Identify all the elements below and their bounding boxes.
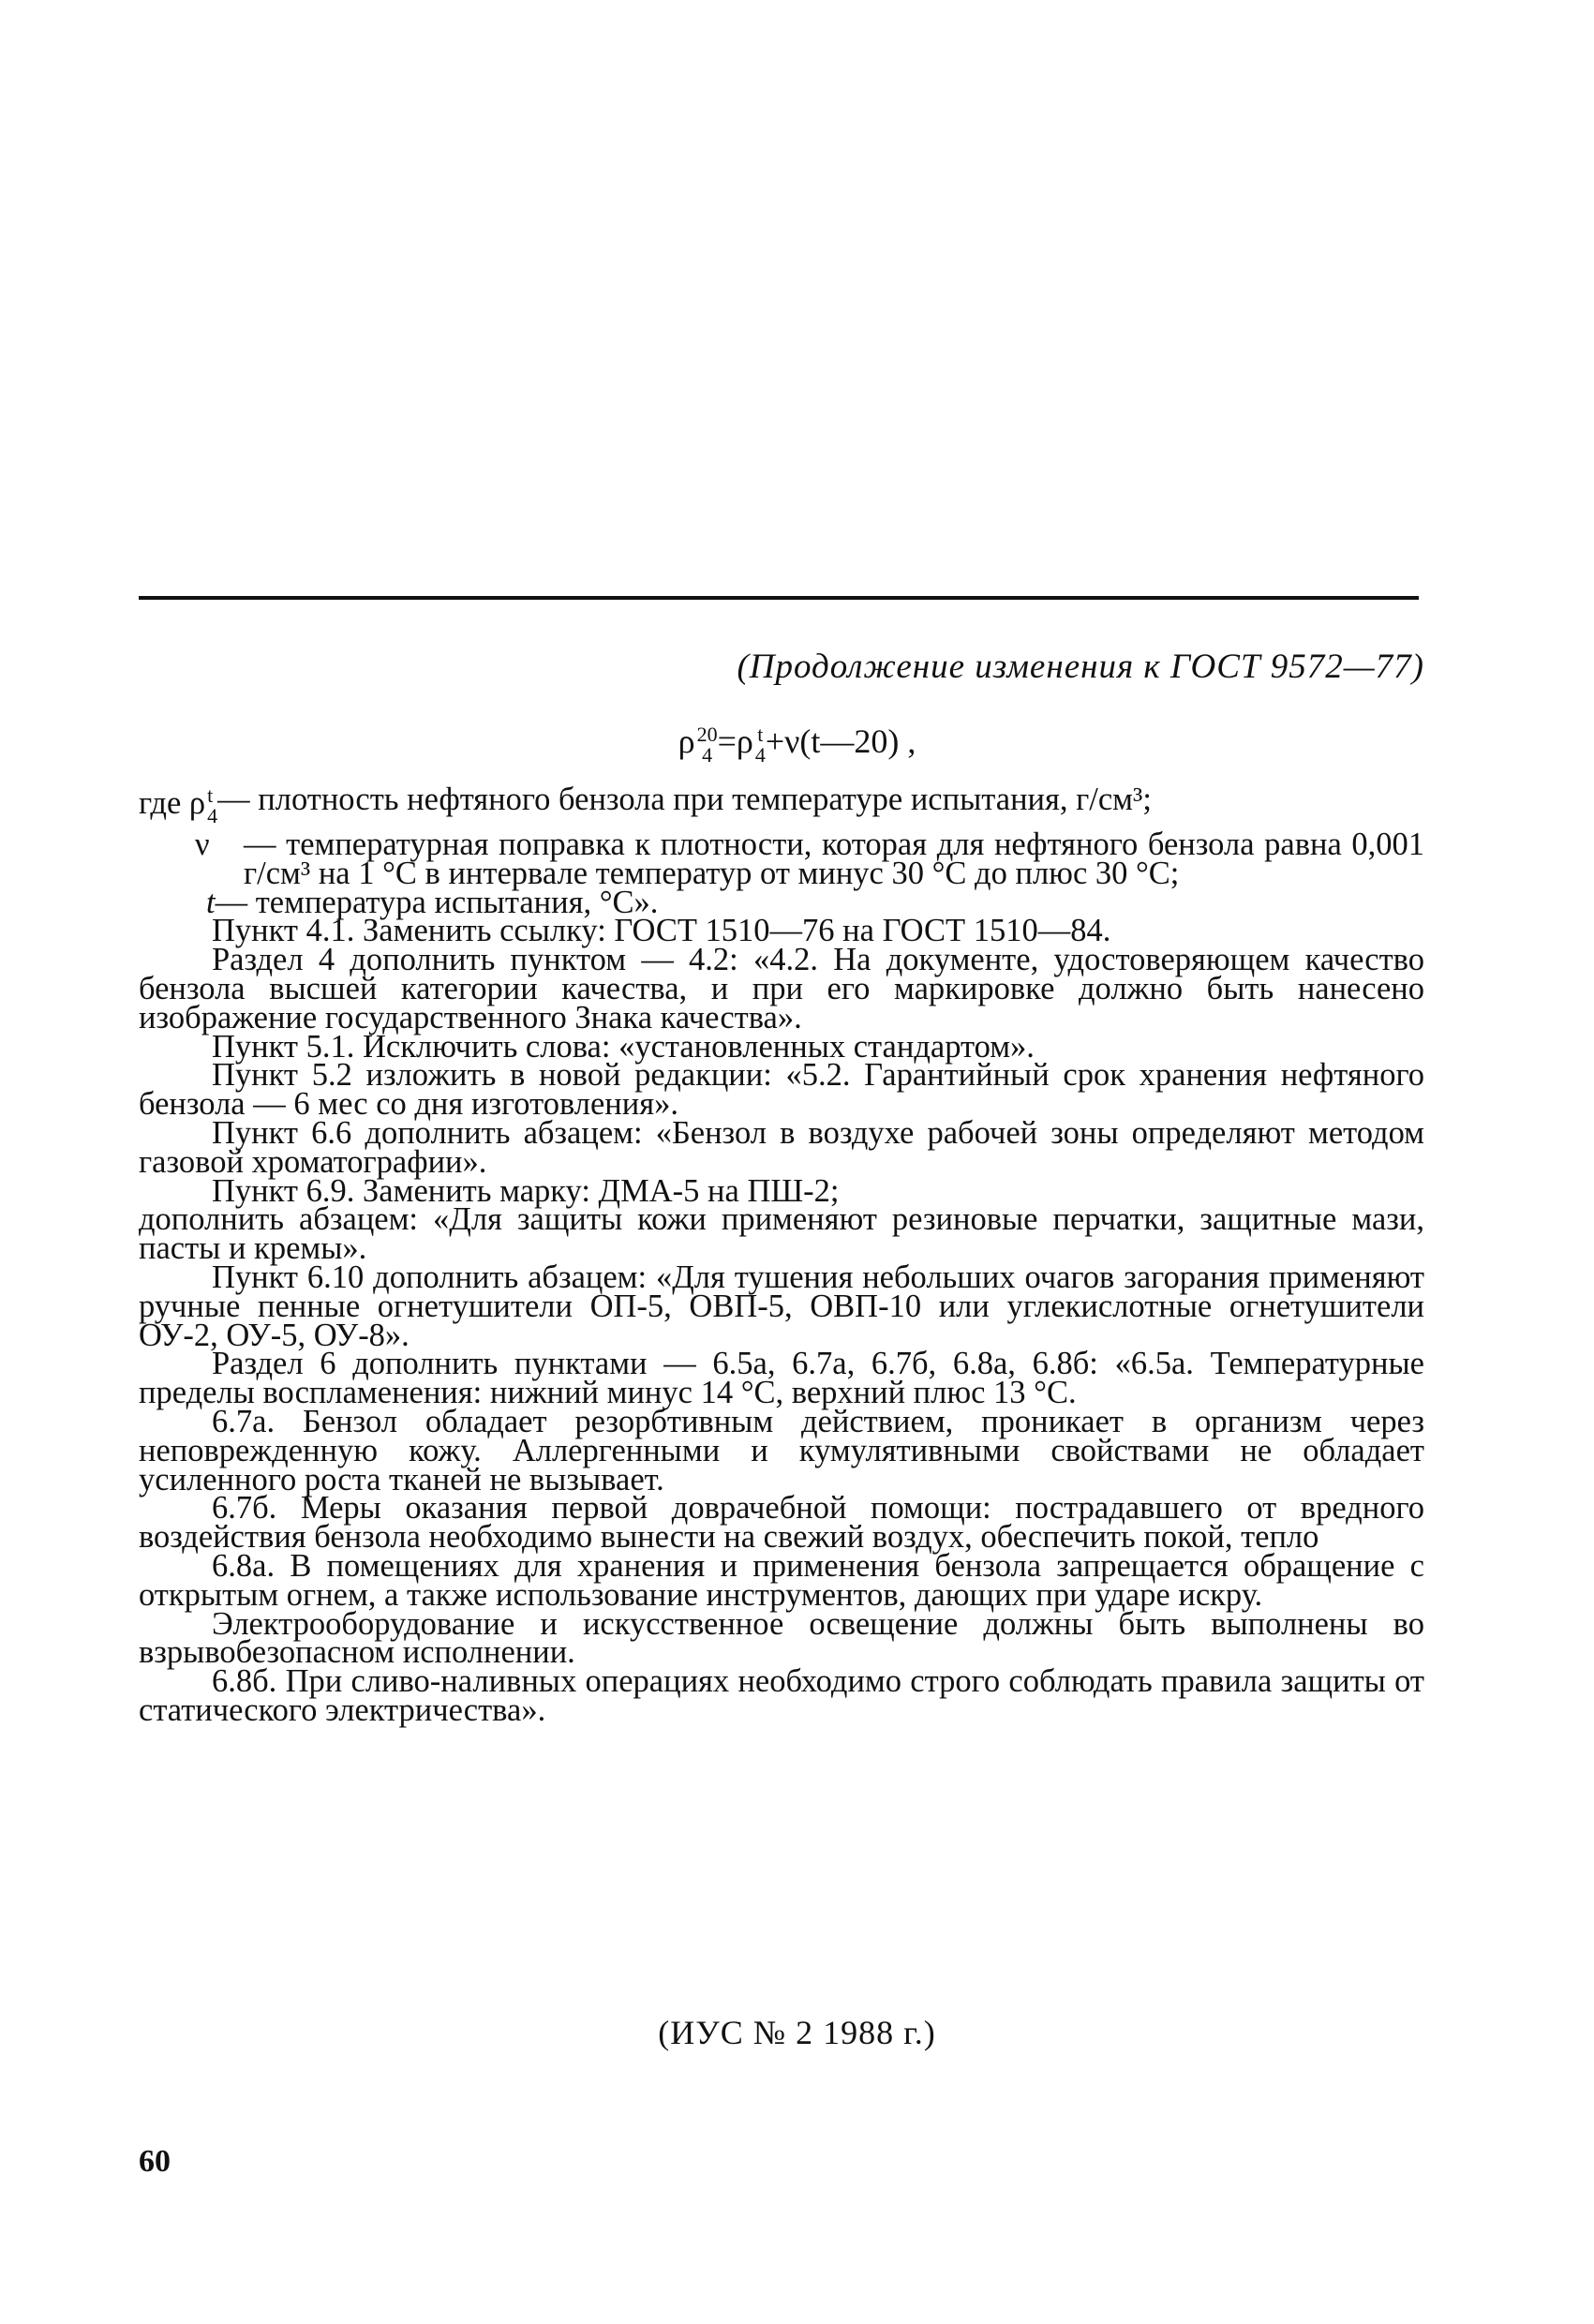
formula-rhs-sup: t: [757, 722, 764, 746]
definition-rho-sup: t: [207, 783, 214, 807]
continuation-header: (Продолжение изменения к ГОСТ 9572—77): [737, 648, 1424, 686]
paragraph: 6.7а. Бензол обладает резорбтивным действием, проникает в организм через неповрежденную кожу. Аллергенными и кумулятивными свойствами не обладает усиленного роста тканей не вызывает.: [139, 1403, 1424, 1497]
paragraph: Раздел 6 дополнить пунктами — 6.5а, 6.7а, 6.7б, 6.8а, 6.8б: «6.5а. Температурные пределы воспламенения: нижний минус 14 °С, верхний плюс 13 °С.: [139, 1346, 1424, 1411]
paragraph: Пункт 5.2 изложить в новой редакции: «5.2. Гарантийный срок хранения нефтяного бензола — 6 мес со дня изготовления».: [139, 1057, 1424, 1123]
formula-rhs-sub: 4: [754, 742, 766, 767]
document-body: [139, 782, 1424, 1728]
definition-nu: ν — температурная поправка к плотности, которая для нефтяного бензола равна 0,001 г/см³ на 1 °С в интервале температур от минус 30 °С до плюс 30 °С;: [195, 827, 1424, 891]
definition-t-symbol: t: [206, 884, 216, 920]
paragraph: 6.8б. При сливо-наливных операциях необходимо строго соблюдать правила защиты от статического электричества».: [139, 1663, 1424, 1728]
paragraph: Пункт 4.1. Заменить ссылку: ГОСТ 1510—76 на ГОСТ 1510—84.: [212, 913, 1111, 949]
paragraph: 6.8а. В помещениях для хранения и применения бензола запрещается обращение с открытым огнем, а также использование инструментов, дающих при ударе искру.: [139, 1547, 1424, 1613]
paragraph: Пункт 6.9. Заменить марку: ДМА-5 на ПШ-2;: [212, 1172, 840, 1209]
paragraph: 6.7б. Меры оказания первой доврачебной помощи: пострадавшего от вредного воздействия бензола необходимо вынести на свежий воздух, обеспечить покой, тепло: [139, 1490, 1424, 1556]
formula-lhs-sup: 20: [696, 722, 718, 746]
definition-rho-text: — плотность нефтяного бензола при температуре испытания, г/см³;: [217, 782, 1152, 817]
definition-rho-prefix: где ρ: [139, 784, 206, 821]
paragraph: Пункт 6.6 дополнить абзацем: «Бензол в воздухе рабочей зоны определяют методом газовой хроматографии».: [139, 1114, 1424, 1180]
density-formula: [0, 722, 1594, 766]
page-number: 60: [139, 2144, 171, 2179]
definition-rho-sub: 4: [207, 804, 218, 827]
definition-rho: [139, 782, 1424, 827]
formula-rhs-rho: ρ: [736, 723, 753, 760]
formula-eq: =: [717, 723, 737, 760]
formula-lhs-sub: 4: [702, 742, 713, 767]
paragraph: Раздел 4 дополнить пунктом — 4.2: «4.2. На документе, удостоверяющем качество бензола высшей категории качества, и при его маркировке должно быть нанесено изображение государственного Знака качества».: [139, 942, 1424, 1035]
formula-lhs-rho: ρ: [678, 723, 695, 760]
paragraph: дополнить абзацем: «Для защиты кожи применяют резиновые перчатки, защитные мази, пасты и кремы».: [139, 1201, 1424, 1267]
definition-t-text: — температура испытания, °С».: [215, 884, 659, 920]
paragraph: Пункт 5.1. Исключить слова: «установленных стандартом».: [212, 1028, 1035, 1065]
top-divider: [139, 596, 1419, 600]
formula-rest: +ν(t—20) ,: [765, 723, 916, 760]
paragraph: Пункт 6.10 дополнить абзацем: «Для тушения небольших очагов загорания применяют ручные пенные огнетушители ОП-5, ОВП-5, ОВП-10 или углекислотные огнетушители ОУ-2, ОУ-5, ОУ-8».: [139, 1259, 1424, 1353]
definition-nu-text: — температурная поправка к плотности, которая для нефтяного бензола равна 0,001 г/см³ на 1 °С в интервале температур от минус 30 °С до плюс 30 °С;: [244, 827, 1424, 891]
citation: (ИУС № 2 1988 г.): [658, 2014, 936, 2051]
paragraph: Электрооборудование и искусственное освещение должны быть выполнены во взрывобезопасном исполнении.: [139, 1605, 1424, 1671]
